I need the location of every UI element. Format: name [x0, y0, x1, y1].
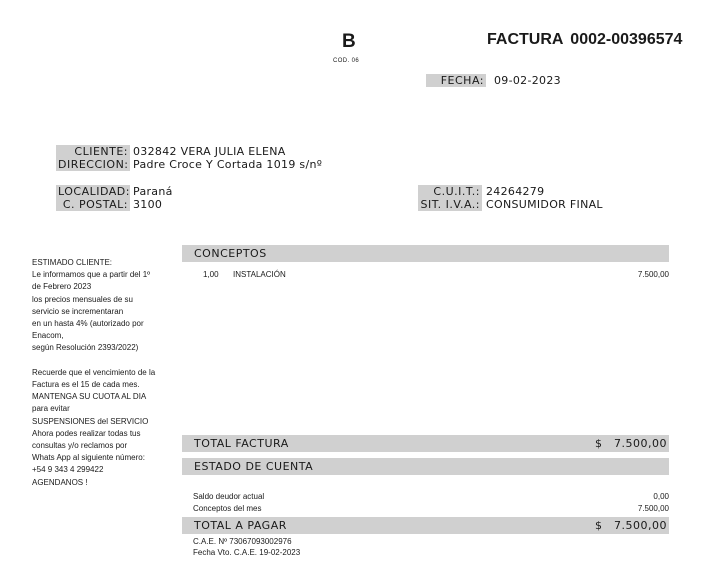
notice-line: para evitar	[32, 404, 70, 414]
total-pagar-label: TOTAL A PAGAR	[194, 519, 287, 532]
notice-line: Factura es el 15 de cada mes.	[32, 380, 140, 390]
notice-line: en un hasta 4% (autorizado por	[32, 319, 144, 329]
total-factura-label: TOTAL FACTURA	[194, 437, 289, 450]
factura-label: FACTURA	[487, 31, 563, 48]
concept-qty: 1,00	[203, 270, 219, 279]
notice-line: los precios mensuales de su	[32, 294, 133, 304]
saldo-value: 0,00	[653, 492, 669, 501]
cliente-label: CLIENTE:	[56, 145, 130, 158]
conceptos-title: CONCEPTOS	[194, 247, 267, 260]
iva-value: CONSUMIDOR FINAL	[486, 198, 603, 211]
conceptos-header	[182, 245, 669, 262]
notice-line: +54 9 343 4 299422	[32, 465, 104, 475]
total-pagar-bar	[182, 517, 669, 534]
notice-line: Recuerde que el vencimiento de la	[32, 367, 156, 377]
notice-line: SUSPENSIONES del SERVICIO	[32, 416, 149, 426]
estado-header	[182, 458, 669, 475]
notice-line: Whats App al siguiente número:	[32, 453, 145, 463]
saldo-label: Saldo deudor actual	[193, 492, 265, 501]
total-factura-currency: $	[595, 437, 603, 450]
concept-description: INSTALACIÓN	[233, 270, 286, 279]
notice-line: de Febrero 2023	[32, 282, 92, 292]
postal-value: 3100	[133, 198, 163, 211]
cliente-value: 032842 VERA JULIA ELENA	[133, 145, 286, 158]
notice-line: Ahora podes realizar todas tus	[32, 428, 141, 438]
estado-title: ESTADO DE CUENTA	[194, 460, 314, 473]
total-pagar-currency: $	[595, 519, 603, 532]
total-factura-bar	[182, 435, 669, 452]
invoice-title	[487, 31, 682, 49]
cuit-label: C.U.I.T.:	[418, 185, 482, 198]
cuit-value: 24264279	[486, 185, 545, 198]
cae-expiry: Fecha Vto. C.A.E. 19-02-2023	[193, 548, 301, 557]
total-factura-value: 7.500,00	[614, 437, 667, 450]
invoice-code: COD. 06	[333, 58, 360, 64]
notice-line: MANTENGA SU CUOTA AL DIA	[32, 392, 147, 402]
fecha-value: 09-02-2023	[494, 74, 561, 87]
notice-line	[32, 355, 155, 367]
notice-line: Enacom,	[32, 331, 64, 341]
conceptos-mes-value: 7.500,00	[637, 504, 669, 513]
cae-number: C.A.E. Nº 73067093002976	[193, 537, 292, 546]
notice-line: Le informamos que a partir del 1º	[32, 270, 151, 280]
notice-line: AGENDANOS !	[32, 477, 88, 487]
fecha-label: FECHA:	[426, 74, 486, 87]
notice-line: ESTIMADO CLIENTE:	[32, 258, 113, 267]
direccion-value: Padre Croce Y Cortada 1019 s/nº	[133, 158, 323, 171]
direccion-label: DIRECCION:	[58, 158, 129, 171]
iva-label: SIT. I.V.A.:	[418, 198, 482, 211]
localidad-value: Paraná	[133, 185, 173, 198]
notice-line: según Resolución 2393/2022)	[32, 343, 139, 353]
total-pagar-value: 7.500,00	[614, 519, 667, 532]
concept-amount: 7.500,00	[637, 270, 669, 279]
notice-line: servicio se incrementaran	[32, 306, 124, 316]
factura-number: 0002-00396574	[570, 31, 683, 48]
customer-notice	[32, 257, 155, 489]
invoice-letter: B	[342, 31, 356, 52]
notice-line: consultas y/o reclamos por	[32, 441, 128, 451]
postal-label: C. POSTAL:	[56, 198, 130, 211]
localidad-label: LOCALIDAD:	[58, 185, 130, 198]
conceptos-mes-label: Conceptos del mes	[193, 504, 262, 513]
